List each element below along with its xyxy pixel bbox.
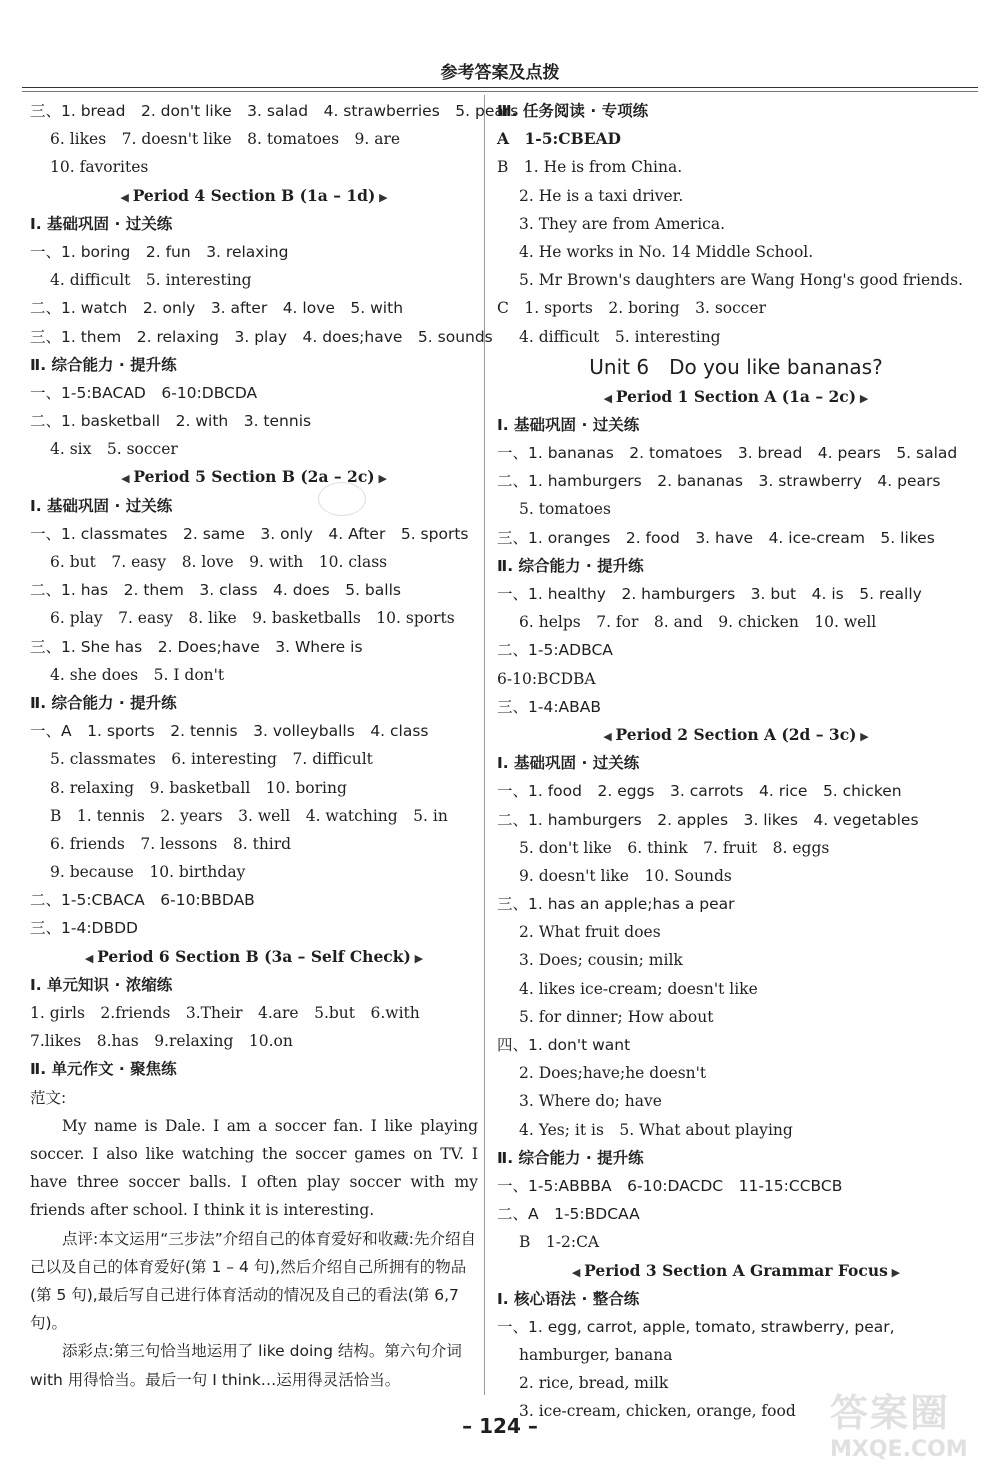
answer-line: 一、1. food 2. eggs 3. carrots 4. rice 5. chicken [497, 782, 902, 801]
answer-line: 三、1. them 2. relaxing 3. play 4. does;have 5. sounds [30, 327, 493, 346]
answer-line: 一、1. healthy 2. hamburgers 3. but 4. is 5. really [497, 585, 922, 603]
triangle-left-icon: ◀ [571, 1265, 585, 1279]
essay-comment: 点评:本文运用“三步法”介绍自己的体育爱好和收藏:先介绍自己以及自己的体育爱好(第 1 – 4 句),然后介绍自己所拥有的物品(第 5 句),最后写自己进行体育活动的情况及自己的看法(第 6,7 句)。 [30, 1229, 477, 1333]
period-heading: ◀ Period 1 Section A (1a – 2c) ▶ [603, 386, 869, 406]
page-header-title: 参考答案及点拨 [440, 63, 560, 83]
answer-line: 4. difficult 5. interesting [50, 271, 252, 290]
watermark-logo [830, 1382, 990, 1462]
answer-line: 二、1. watch 2. only 3. after 4. love 5. with [30, 299, 404, 318]
answer-line: 一、1. boring 2. fun 3. relaxing [30, 242, 289, 261]
triangle-right-icon: ▶ [374, 472, 387, 486]
answer-line: 二、1-5:CBACA 6-10:BBDAB [30, 891, 255, 910]
triangle-left-icon: ◀ [603, 729, 616, 743]
answer-line: 一、A 1. sports 2. tennis 3. volleyballs 4. class [30, 722, 429, 741]
answer-line: 四、1. don't want [497, 1036, 631, 1054]
answer-line: 一、1-5:BACAD 6-10:DBCDA [30, 383, 258, 402]
answer-line: 3. Does; cousin; milk [519, 951, 683, 970]
triangle-right-icon: ▶ [856, 729, 869, 743]
section-heading: Ⅱ. 综合能力 · 提升练 [497, 556, 644, 575]
answer-line: 4. she does 5. I don't [50, 665, 225, 684]
answer-line: B 1-2:CA [519, 1233, 600, 1252]
answer-line: 三、1. oranges 2. food 3. have 4. ice-cream 5. likes [497, 528, 935, 547]
answer-line: 4. He works in No. 14 Middle School. [519, 242, 814, 261]
header-rule-thin [22, 91, 978, 92]
page-number: – 124 – [462, 1414, 538, 1438]
answer-line: 2. Does;have;he doesn't [519, 1064, 707, 1083]
section-heading: Ⅱ. 综合能力 · 提升练 [497, 1148, 644, 1167]
answer-line: 三、1. has an apple;has a pear [497, 895, 735, 914]
model-essay-label: 范文: [30, 1088, 67, 1107]
answer-line: 二、A 1-5:BDCAA [497, 1205, 640, 1224]
answer-line: A 1-5:CBEAD [497, 129, 621, 149]
answer-line: 4. likes ice-cream; doesn't like [519, 979, 758, 998]
triangle-right-icon: ▶ [856, 391, 869, 405]
answer-line: 5. for dinner; How about [519, 1007, 714, 1026]
answer-line: 6. likes 7. doesn't like 8. tomatoes 9. are [50, 130, 401, 149]
answer-line: 二、1-5:ADBCA [497, 641, 613, 660]
answer-line: 5. tomatoes [519, 500, 611, 519]
answer-line: 2. rice, bread, milk [519, 1374, 669, 1393]
answer-line: 5. classmates 6. interesting 7. difficult [50, 750, 373, 769]
section-heading: Ⅰ. 基础巩固 · 过关练 [30, 214, 173, 233]
answer-line: 4. Yes; it is 5. What about playing [519, 1120, 793, 1139]
answer-line: 3. Where do; have [519, 1092, 662, 1111]
watermark-text: 答案圈 [830, 1391, 951, 1435]
answer-line: 二、1. hamburgers 2. apples 3. likes 4. vegetables [497, 810, 919, 829]
section-heading: Ⅲ. 任务阅读 · 专项练 [497, 102, 649, 120]
answer-line: 三、1. bread 2. don't like 3. salad 4. strawberries 5. pears [30, 102, 519, 120]
left-column [30, 97, 519, 1394]
triangle-left-icon: ◀ [120, 190, 133, 204]
answer-line: hamburger, banana [519, 1346, 673, 1365]
triangle-right-icon: ▶ [375, 190, 388, 204]
triangle-right-icon: ▶ [410, 951, 424, 965]
answer-line: 二、1. basketball 2. with 3. tennis [30, 412, 312, 431]
watermark-url: MXQE.COM [830, 1437, 968, 1462]
triangle-left-icon: ◀ [121, 472, 134, 486]
triangle-left-icon: ◀ [84, 951, 98, 965]
period-heading: ◀ Period 5 Section B (2a – 2c) ▶ [121, 467, 387, 487]
period-heading: ◀ Period 3 Section A Grammar Focus ▶ [571, 1260, 901, 1280]
answer-line: 2. What fruit does [519, 923, 661, 942]
answer-line: 8. relaxing 9. basketball 10. boring [50, 778, 347, 797]
column-divider [484, 95, 485, 1395]
section-heading: Ⅱ. 综合能力 · 提升练 [30, 355, 177, 374]
answer-line: 5. Mr Brown's daughters are Wang Hong's good friends. [519, 271, 963, 290]
answer-line: 4. difficult 5. interesting [519, 327, 721, 346]
period-heading: ◀ Period 6 Section B (3a – Self Check) ▶ [84, 946, 424, 966]
section-heading: Ⅱ. 综合能力 · 提升练 [30, 693, 177, 712]
unit-title: Unit 6 Do you like bananas? [589, 354, 883, 379]
stamp-mark [318, 482, 366, 516]
answer-line: 10. favorites [50, 158, 149, 177]
answer-line: 一、1. classmates 2. same 3. only 4. After 5. sports [30, 524, 469, 543]
answer-line: 二、1. has 2. them 3. class 4. does 5. balls [30, 581, 401, 600]
answer-line: 1. girls 2.friends 3.Their 4.are 5.but 6.with [30, 1004, 420, 1022]
triangle-right-icon: ▶ [887, 1265, 901, 1279]
answer-line: 9. because 10. birthday [50, 863, 246, 882]
section-heading: Ⅰ. 基础巩固 · 过关练 [497, 415, 640, 434]
answer-line: 7.likes 8.has 9.relaxing 10.on [30, 1032, 293, 1051]
answer-line: 三、1. She has 2. Does;have 3. Where is [30, 637, 363, 656]
answer-line: 5. don't like 6. think 7. fruit 8. eggs [519, 838, 830, 857]
period-heading: ◀ Period 2 Section A (2d – 3c) ▶ [603, 724, 869, 744]
answer-line: 3. ice-cream, chicken, orange, food [519, 1402, 796, 1421]
answer-line: 三、1-4:ABAB [497, 697, 602, 716]
answer-line: 一、1. egg, carrot, apple, tomato, strawberry, pear, [497, 1317, 895, 1336]
answer-line: 9. doesn't like 10. Sounds [519, 866, 732, 885]
answer-line: 3. They are from America. [519, 214, 726, 233]
answer-line: 6. but 7. easy 8. love 9. with 10. class [50, 553, 388, 571]
answer-line: B 1. He is from China. [497, 158, 683, 177]
header-rule [22, 87, 978, 88]
section-heading: Ⅱ. 单元作文 · 聚焦练 [30, 1060, 177, 1079]
answer-line: 6. helps 7. for 8. and 9. chicken 10. well [519, 613, 877, 632]
period-heading: ◀ Period 4 Section B (1a – 1d) ▶ [120, 185, 388, 205]
answer-line: 6-10:BCDBA [497, 669, 596, 688]
answer-line: 二、1. hamburgers 2. bananas 3. strawberry 4. pears [497, 472, 941, 491]
section-heading: Ⅰ. 基础巩固 · 过关练 [30, 496, 173, 515]
answer-line: 一、1. bananas 2. tomatoes 3. bread 4. pears 5. salad [497, 444, 958, 463]
right-column [497, 97, 975, 1426]
section-heading: Ⅰ. 单元知识 · 浓缩练 [30, 975, 173, 994]
answer-line: 2. He is a taxi driver. [519, 186, 684, 205]
essay-highlight: 添彩点:第三句恰当地运用了 like doing 结构。第六句介词 with 用得恰当。最后一句 I think…运用得灵活恰当。 [30, 1342, 462, 1389]
answer-line: B 1. tennis 2. years 3. well 4. watching 5. in [50, 806, 448, 825]
section-heading: Ⅰ. 基础巩固 · 过关练 [497, 754, 640, 773]
answer-line: 6. play 7. easy 8. like 9. basketballs 10. sports [50, 609, 455, 628]
answer-line: 6. friends 7. lessons 8. third [50, 834, 292, 853]
model-essay: My name is Dale. I am a soccer fan. I like playing soccer. I also like watching the soccer games on TV. I have three soccer balls. I often play soccer with my friends after school. I think it is interesting. [30, 1116, 478, 1220]
answer-line: 4. six 5. soccer [50, 440, 178, 459]
answer-line: 一、1-5:ABBBA 6-10:DACDC 11-15:CCBCB [497, 1176, 843, 1195]
triangle-left-icon: ◀ [603, 391, 616, 405]
answer-line: C 1. sports 2. boring 3. soccer [497, 299, 767, 318]
answer-line: 三、1-4:DBDD [30, 919, 138, 938]
section-heading: Ⅰ. 核心语法 · 整合练 [497, 1289, 640, 1308]
